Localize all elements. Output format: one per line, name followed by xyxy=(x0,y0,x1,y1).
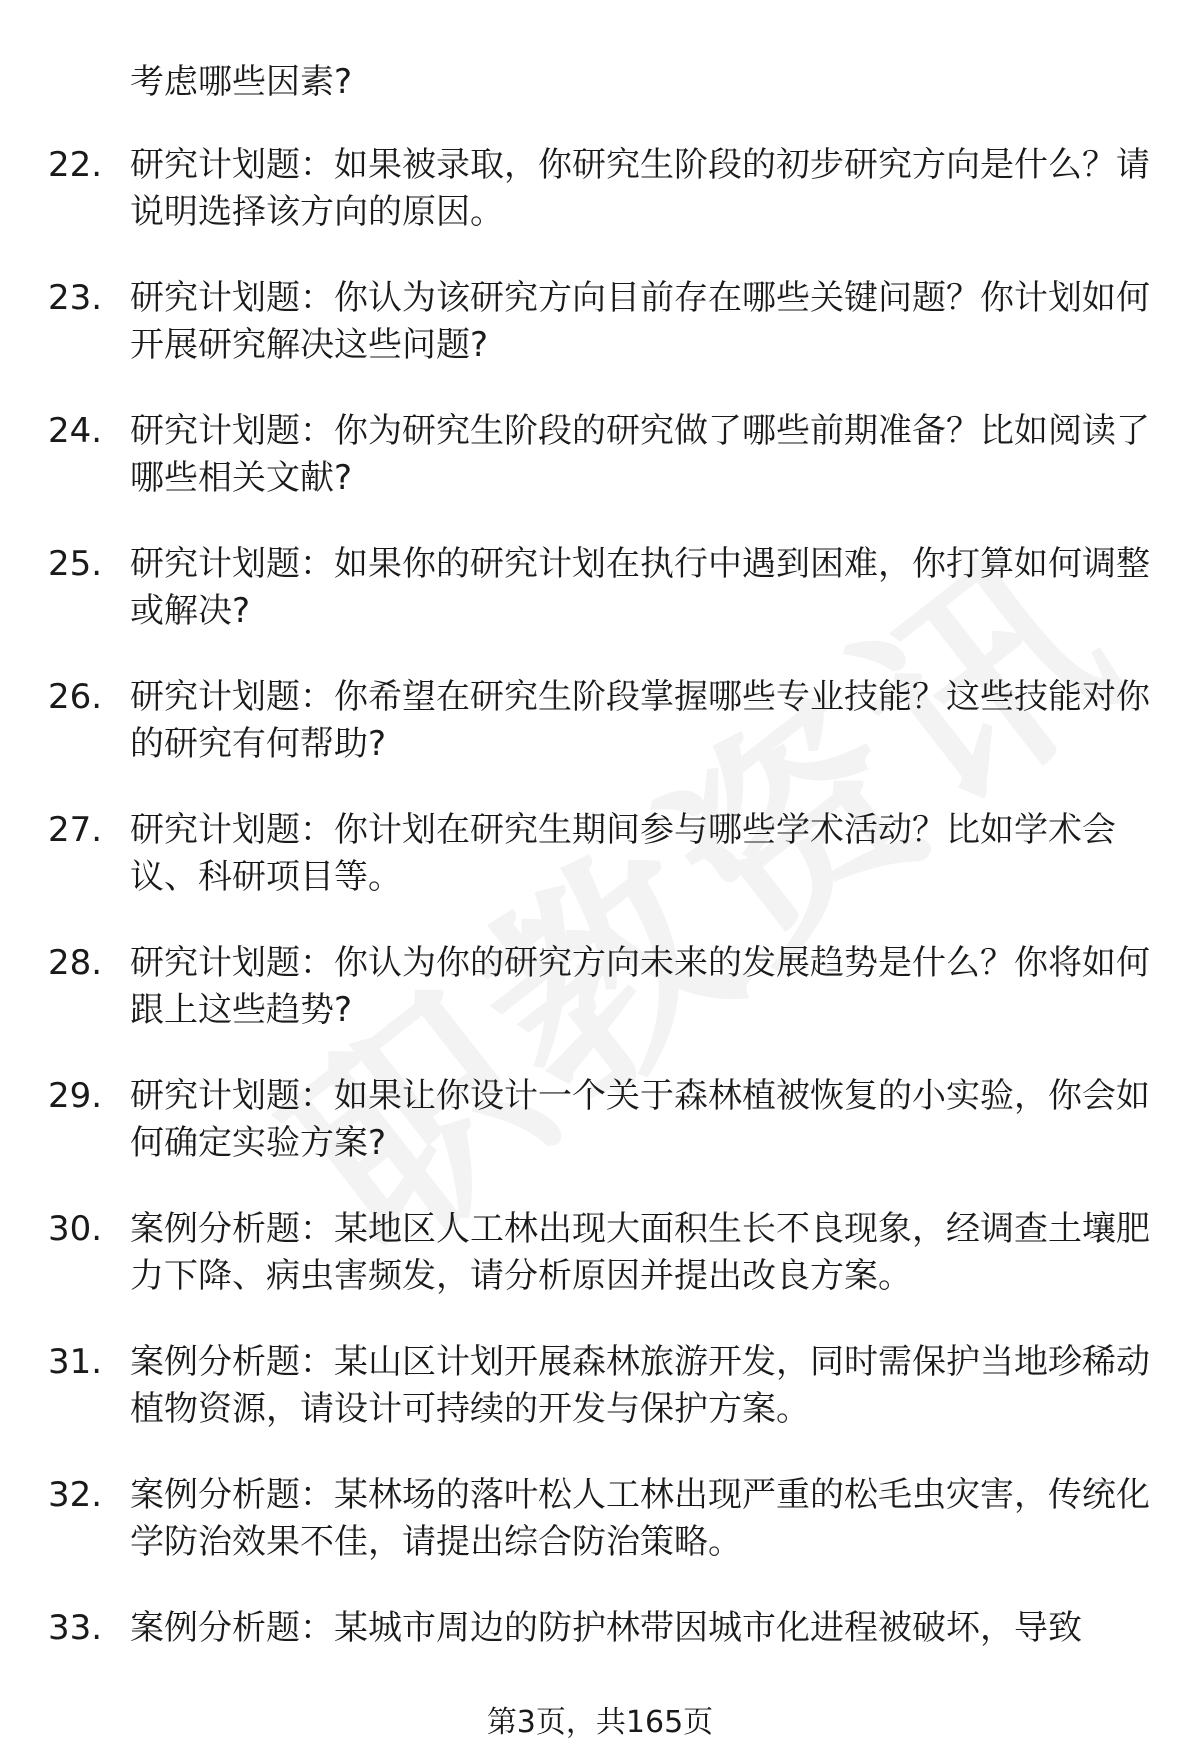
list-item xyxy=(48,408,1158,502)
list-item xyxy=(48,940,1158,1034)
list-item xyxy=(48,142,1158,236)
list-item xyxy=(48,1073,1158,1167)
question-number: 24. xyxy=(48,411,103,451)
continuation-text: 考虑哪些因素? xyxy=(130,62,353,102)
question-text: 研究计划题：如果被录取，你研究生阶段的初步研究方向是什么？请说明选择该方向的原因。 xyxy=(130,145,1150,232)
question-number: 23. xyxy=(48,278,103,318)
question-number: 27. xyxy=(48,810,103,850)
question-text: 研究计划题：你认为该研究方向目前存在哪些关键问题？你计划如何开展研究解决这些问题? xyxy=(130,278,1150,365)
question-number: 29. xyxy=(48,1076,103,1116)
question-text: 研究计划题：你为研究生阶段的研究做了哪些前期准备？比如阅读了哪些相关文献? xyxy=(130,411,1150,498)
question-number: 32. xyxy=(48,1475,103,1515)
question-text: 研究计划题：你认为你的研究方向未来的发展趋势是什么？你将如何跟上这些趋势? xyxy=(130,943,1150,1030)
list-item xyxy=(48,1472,1158,1566)
question-text: 案例分析题：某山区计划开展森林旅游开发，同时需保护当地珍稀动植物资源，请设计可持续的开发与保护方案。 xyxy=(130,1342,1150,1429)
list-item xyxy=(48,275,1158,369)
question-number: 30. xyxy=(48,1209,103,1249)
question-text: 研究计划题：如果让你设计一个关于森林植被恢复的小实验，你会如何确定实验方案? xyxy=(130,1076,1150,1163)
question-number: 22. xyxy=(48,145,103,185)
question-number: 26. xyxy=(48,677,103,717)
list-item xyxy=(48,1206,1158,1300)
question-text: 案例分析题：某林场的落叶松人工林出现严重的松毛虫灾害，传统化学防治效果不佳，请提出综合防治策略。 xyxy=(130,1475,1150,1562)
question-list xyxy=(48,142,1158,1652)
question-number: 33. xyxy=(48,1608,103,1648)
question-text: 研究计划题：你希望在研究生阶段掌握哪些专业技能？这些技能对你的研究有何帮助? xyxy=(130,677,1150,764)
question-text: 研究计划题：你计划在研究生期间参与哪些学术活动？比如学术会议、科研项目等。 xyxy=(130,810,1116,897)
question-number: 28. xyxy=(48,943,103,983)
question-number: 25. xyxy=(48,544,103,584)
list-item xyxy=(48,1339,1158,1433)
page-footer: 第3页，共165页 xyxy=(486,1705,714,1740)
list-item xyxy=(48,1605,1158,1652)
question-text: 研究计划题：如果你的研究计划在执行中遇到困难，你打算如何调整或解决? xyxy=(130,544,1150,631)
question-number: 31. xyxy=(48,1342,103,1382)
list-item xyxy=(48,541,1158,635)
question-text: 案例分析题：某城市周边的防护林带因城市化进程被破坏，导致 xyxy=(130,1608,1082,1648)
list-item xyxy=(48,674,1158,768)
question-text: 案例分析题：某地区人工林出现大面积生长不良现象，经调查土壤肥力下降、病虫害频发，请分析原因并提出改良方案。 xyxy=(130,1209,1150,1296)
list-item xyxy=(48,807,1158,901)
